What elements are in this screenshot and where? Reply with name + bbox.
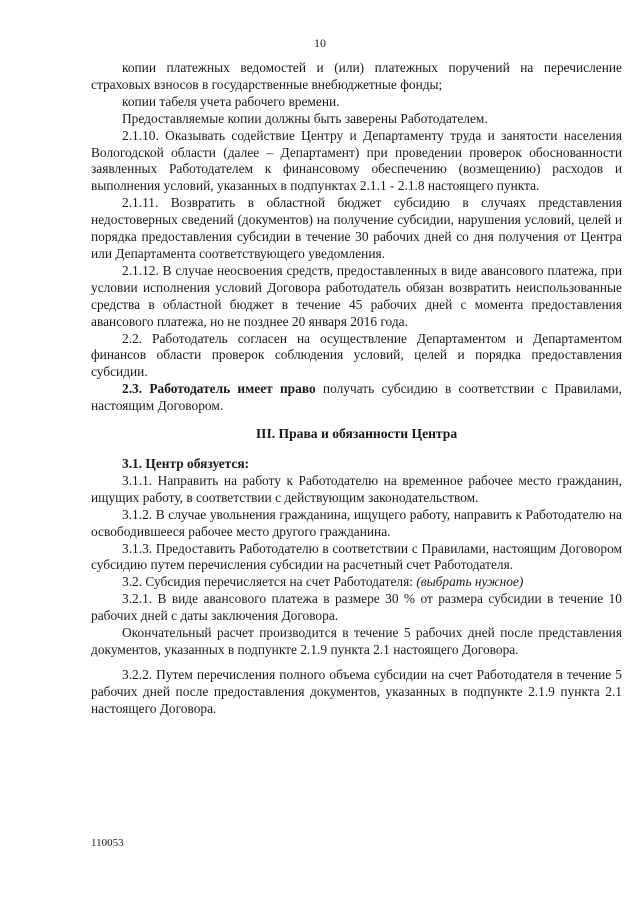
paragraph-2-3-bold-lead: 2.3. Работодатель имеет право xyxy=(122,381,316,397)
paragraph-timesheet-copies: копии табеля учета рабочего времени. xyxy=(122,93,340,109)
paragraph-2-1-11: 2.1.11. Возвратить в областной бюджет субсидию в случаях представления недостоверных сведений (документов) на получение субсидии, нарушения условий, целей и порядка предоставления субсидии в течение 30 рабочих дней со дня получения от Центра или Департамента соответствующего уведомления. xyxy=(91,195,622,261)
document-body xyxy=(91,60,622,718)
paragraph-2-3-text: получать субсидию в соответствии с Правилами, настоящим Договором. xyxy=(91,381,623,414)
paragraph-3-2-1: 3.2.1. В виде авансового платежа в размере 30 % от размера субсидии в течение 10 рабочих дней с даты заключения Договора. xyxy=(91,591,622,624)
paragraph-2-3 xyxy=(91,381,622,415)
paragraph-payment-statements: копии платежных ведомостей и (или) платежных поручений на перечисление страховых взносов в государственные внебюджетные фонды; xyxy=(91,60,622,92)
page-number: 10 xyxy=(314,36,326,50)
paragraph-2-1-10: 2.1.10. Оказывать содействие Центру и Департаменту труда и занятости населения Вологодской области (далее – Департамент) при проведении проверок обоснованности заявленных Работодателем к финансовому обеспечению (возмещению) расходов и выполнения условий, указанных в подпунктах 2.1.1 - 2.1.8 настоящего пункта. xyxy=(91,127,622,194)
section-heading: III. Права и обязанности Центра xyxy=(255,426,458,442)
paragraph-3-2-choice-note: (выбрать нужное) xyxy=(416,574,524,590)
paragraph-3-1-1: 3.1.1. Направить на работу к Работодателю на временное рабочее место гражданин, ищущих работу, в соответствии с действующим законодательством. xyxy=(91,472,622,505)
paragraph-3-1-3: 3.1.3. Предоставить Работодателю в соответствии с Правилами, настоящим Договором субсидию путем перечисления субсидии на расчетный счет Работодателя. xyxy=(91,540,622,573)
paragraph-copies-certified: Предоставляемые копии должны быть заверены Работодателем. xyxy=(122,110,488,126)
paragraph-3-2-text: 3.2. Субсидия перечисляется на счет Работодателя: xyxy=(122,574,417,590)
paragraph-2-2: 2.2. Работодатель согласен на осуществление Департаментом и Департаментом финансов области проверок соблюдения условий, целей и порядка предоставления субсидии. xyxy=(91,330,622,380)
paragraph-final-settlement: Окончательный расчет производится в течение 5 рабочих дней после представления документов, указанных в подпункте 2.1.9 пункта 2.1 настоящего Договора. xyxy=(91,625,622,657)
paragraph-2-1-12: 2.1.12. В случае неосвоения средств, предоставленных в виде авансового платежа, при условии исполнения условий Договора работодатель обязан возвратить неиспользованные средства в областной бюджет в течение 45 рабочих дней с момента предоставления авансового платежа, но не позднее 20 января 2016 года. xyxy=(91,262,622,329)
paragraph-3-1: 3.1. Центр обязуется: xyxy=(122,456,250,472)
paragraph-3-2-2: 3.2.2. Путем перечисления полного объема субсидии на счет Работодателя в течение 5 рабочих дней после предоставления документов, указанных в подпункте 2.1.9 пункта 2.1 настоящего Договора. xyxy=(91,666,622,716)
footer-document-code: 110053 xyxy=(91,837,124,849)
paragraph-3-2 xyxy=(91,574,622,591)
paragraph-3-1-2: 3.1.2. В случае увольнения гражданина, ищущего работу, направить к Работодателю на освободившееся рабочее место другого гражданина. xyxy=(91,506,622,539)
